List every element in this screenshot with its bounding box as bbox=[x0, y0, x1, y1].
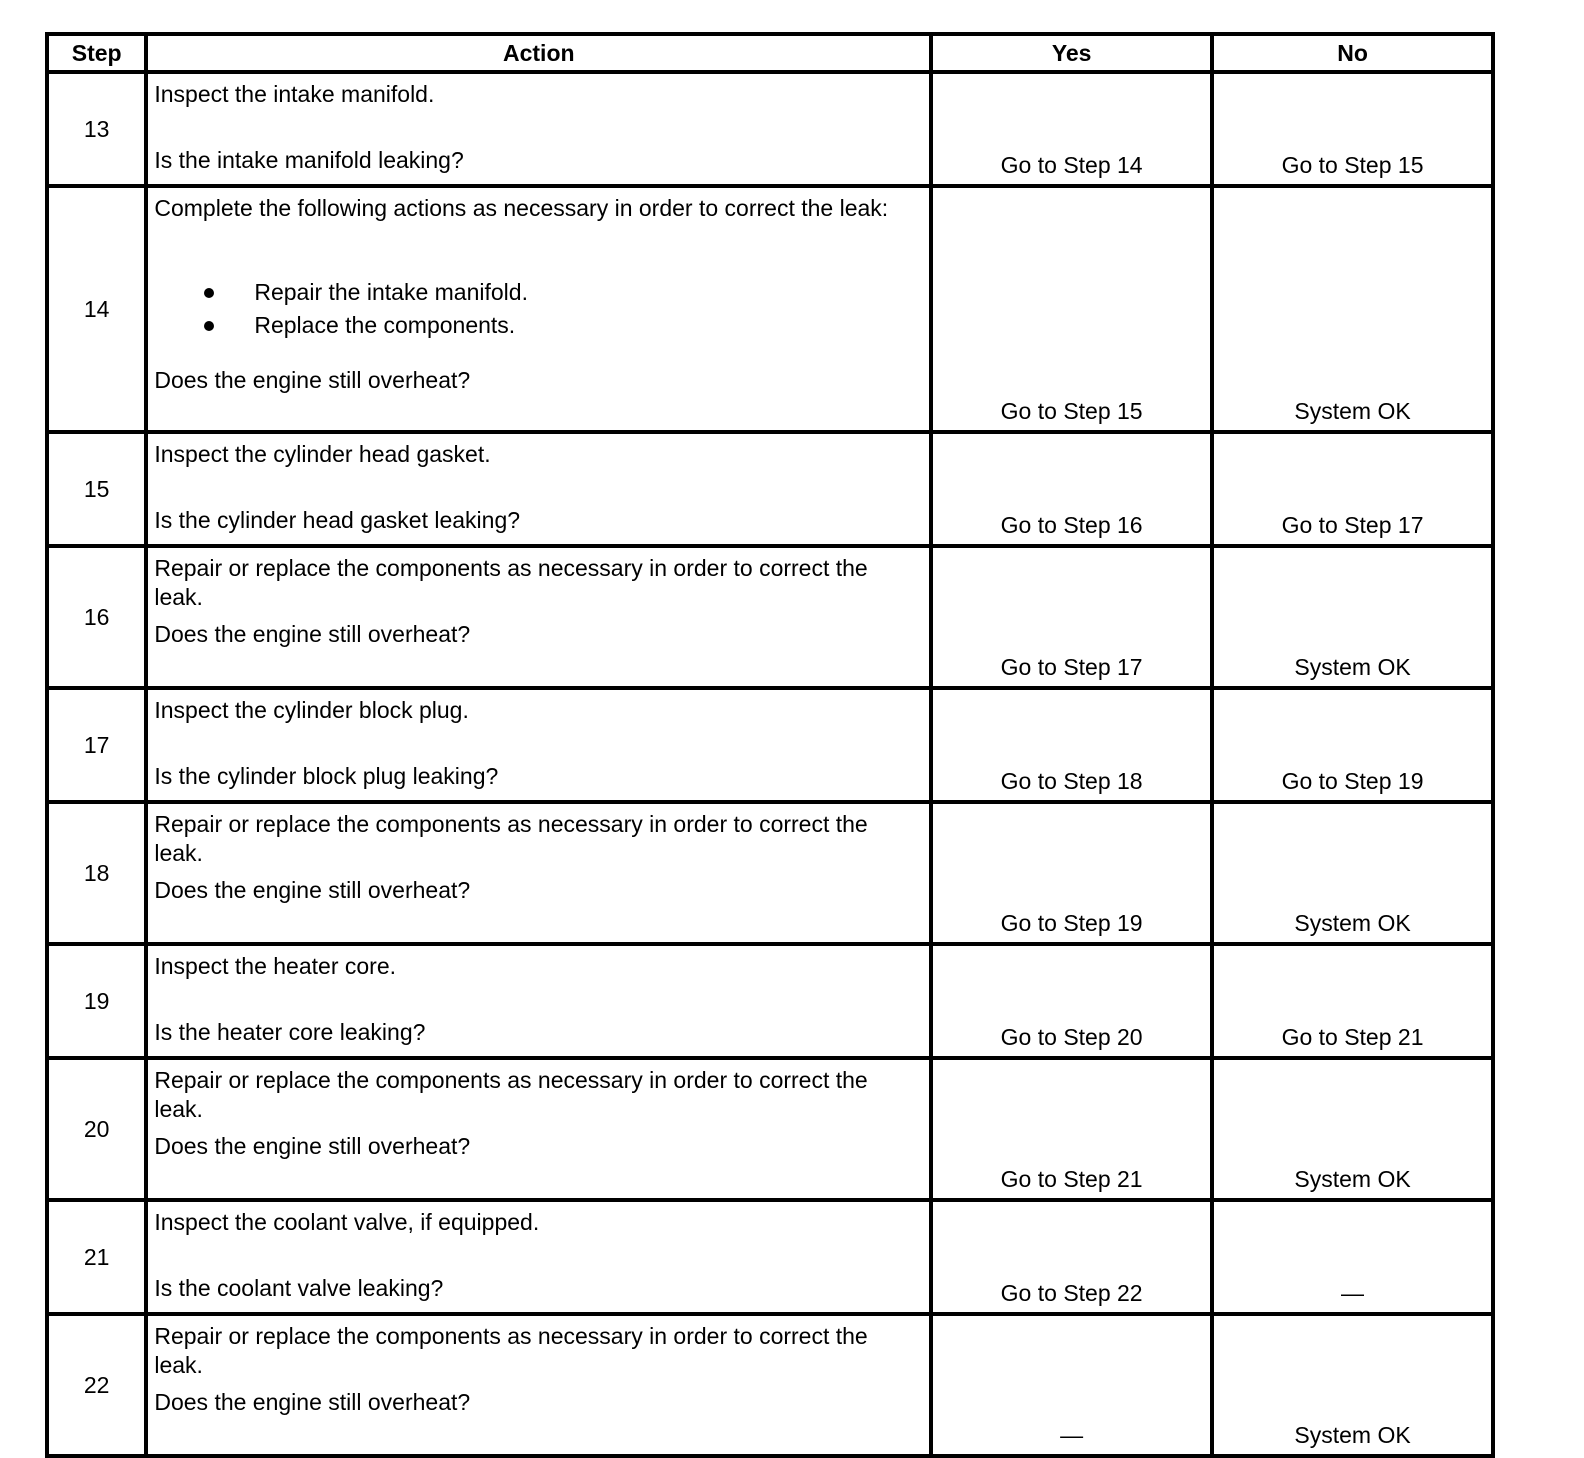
no-result: Go to Step 19 bbox=[1212, 688, 1493, 802]
yes-result: Go to Step 16 bbox=[931, 432, 1212, 546]
action-question: Is the coolant valve leaking? bbox=[154, 1275, 444, 1301]
header-step: Step bbox=[47, 34, 146, 72]
table-row bbox=[47, 1314, 1493, 1456]
header-row bbox=[47, 34, 1493, 72]
action-text: Complete the following actions as necessary in order to correct the leak: bbox=[154, 195, 889, 221]
action-question: Does the engine still overheat? bbox=[154, 1133, 471, 1159]
no-result: System OK bbox=[1212, 1058, 1493, 1200]
yes-result: Go to Step 14 bbox=[931, 72, 1212, 186]
bullet-text: Replace the components. bbox=[254, 312, 516, 338]
action-text: Inspect the intake manifold. bbox=[154, 81, 435, 107]
bullet-icon bbox=[204, 321, 214, 331]
table-row bbox=[47, 186, 1493, 432]
action-question: Is the cylinder head gasket leaking? bbox=[154, 507, 521, 533]
action-text: Inspect the heater core. bbox=[154, 953, 397, 979]
action-cell bbox=[146, 432, 931, 546]
action-cell bbox=[146, 1200, 931, 1314]
yes-result: Go to Step 22 bbox=[931, 1200, 1212, 1314]
action-cell bbox=[146, 688, 931, 802]
step-number: 17 bbox=[47, 688, 146, 802]
action-question: Is the intake manifold leaking? bbox=[154, 147, 464, 173]
no-result: System OK bbox=[1212, 1314, 1493, 1456]
action-text: Inspect the coolant valve, if equipped. bbox=[154, 1209, 540, 1235]
no-result: — bbox=[1212, 1200, 1493, 1314]
header-no: No bbox=[1212, 34, 1493, 72]
yes-result: Go to Step 19 bbox=[931, 802, 1212, 944]
no-result: System OK bbox=[1212, 802, 1493, 944]
action-text: Inspect the cylinder block plug. bbox=[154, 697, 469, 723]
yes-result: — bbox=[931, 1314, 1212, 1456]
step-number: 18 bbox=[47, 802, 146, 944]
no-result: System OK bbox=[1212, 546, 1493, 688]
action-bullet-list bbox=[154, 276, 909, 342]
action-question: Is the heater core leaking? bbox=[154, 1019, 426, 1045]
yes-result: Go to Step 15 bbox=[931, 186, 1212, 432]
step-number: 15 bbox=[47, 432, 146, 546]
table-row bbox=[47, 72, 1493, 186]
action-cell bbox=[146, 546, 931, 688]
action-question: Does the engine still overheat? bbox=[154, 1389, 471, 1415]
action-cell bbox=[146, 1314, 931, 1456]
step-number: 22 bbox=[47, 1314, 146, 1456]
action-cell bbox=[146, 186, 931, 432]
no-result: Go to Step 21 bbox=[1212, 944, 1493, 1058]
table-row bbox=[47, 1058, 1493, 1200]
action-question: Does the engine still overheat? bbox=[154, 621, 471, 647]
step-number: 19 bbox=[47, 944, 146, 1058]
action-question: Is the cylinder block plug leaking? bbox=[154, 763, 499, 789]
table-row bbox=[47, 944, 1493, 1058]
action-question: Does the engine still overheat? bbox=[154, 367, 471, 393]
yes-result: Go to Step 17 bbox=[931, 546, 1212, 688]
action-text: Repair or replace the components as necessary in order to correct the leak. bbox=[154, 811, 868, 866]
table-row bbox=[47, 802, 1493, 944]
yes-result: Go to Step 18 bbox=[931, 688, 1212, 802]
table-row bbox=[47, 1200, 1493, 1314]
step-number: 14 bbox=[47, 186, 146, 432]
action-text: Repair or replace the components as necessary in order to correct the leak. bbox=[154, 1323, 868, 1378]
step-number: 20 bbox=[47, 1058, 146, 1200]
action-cell bbox=[146, 802, 931, 944]
list-item bbox=[154, 309, 909, 342]
action-text: Inspect the cylinder head gasket. bbox=[154, 441, 491, 467]
table-row bbox=[47, 546, 1493, 688]
action-cell bbox=[146, 1058, 931, 1200]
bullet-text: Repair the intake manifold. bbox=[254, 279, 528, 305]
step-number: 21 bbox=[47, 1200, 146, 1314]
table-row bbox=[47, 432, 1493, 546]
action-cell bbox=[146, 72, 931, 186]
no-result: Go to Step 17 bbox=[1212, 432, 1493, 546]
list-item bbox=[154, 276, 909, 309]
yes-result: Go to Step 20 bbox=[931, 944, 1212, 1058]
no-result: System OK bbox=[1212, 186, 1493, 432]
header-yes: Yes bbox=[931, 34, 1212, 72]
bullet-icon bbox=[204, 288, 214, 298]
diagnostic-table bbox=[45, 32, 1495, 1458]
yes-result: Go to Step 21 bbox=[931, 1058, 1212, 1200]
no-result: Go to Step 15 bbox=[1212, 72, 1493, 186]
action-question: Does the engine still overheat? bbox=[154, 877, 471, 903]
action-text: Repair or replace the components as necessary in order to correct the leak. bbox=[154, 1067, 868, 1122]
step-number: 13 bbox=[47, 72, 146, 186]
header-action: Action bbox=[146, 34, 931, 72]
table-row bbox=[47, 688, 1493, 802]
action-text: Repair or replace the components as necessary in order to correct the leak. bbox=[154, 555, 868, 610]
step-number: 16 bbox=[47, 546, 146, 688]
action-cell bbox=[146, 944, 931, 1058]
